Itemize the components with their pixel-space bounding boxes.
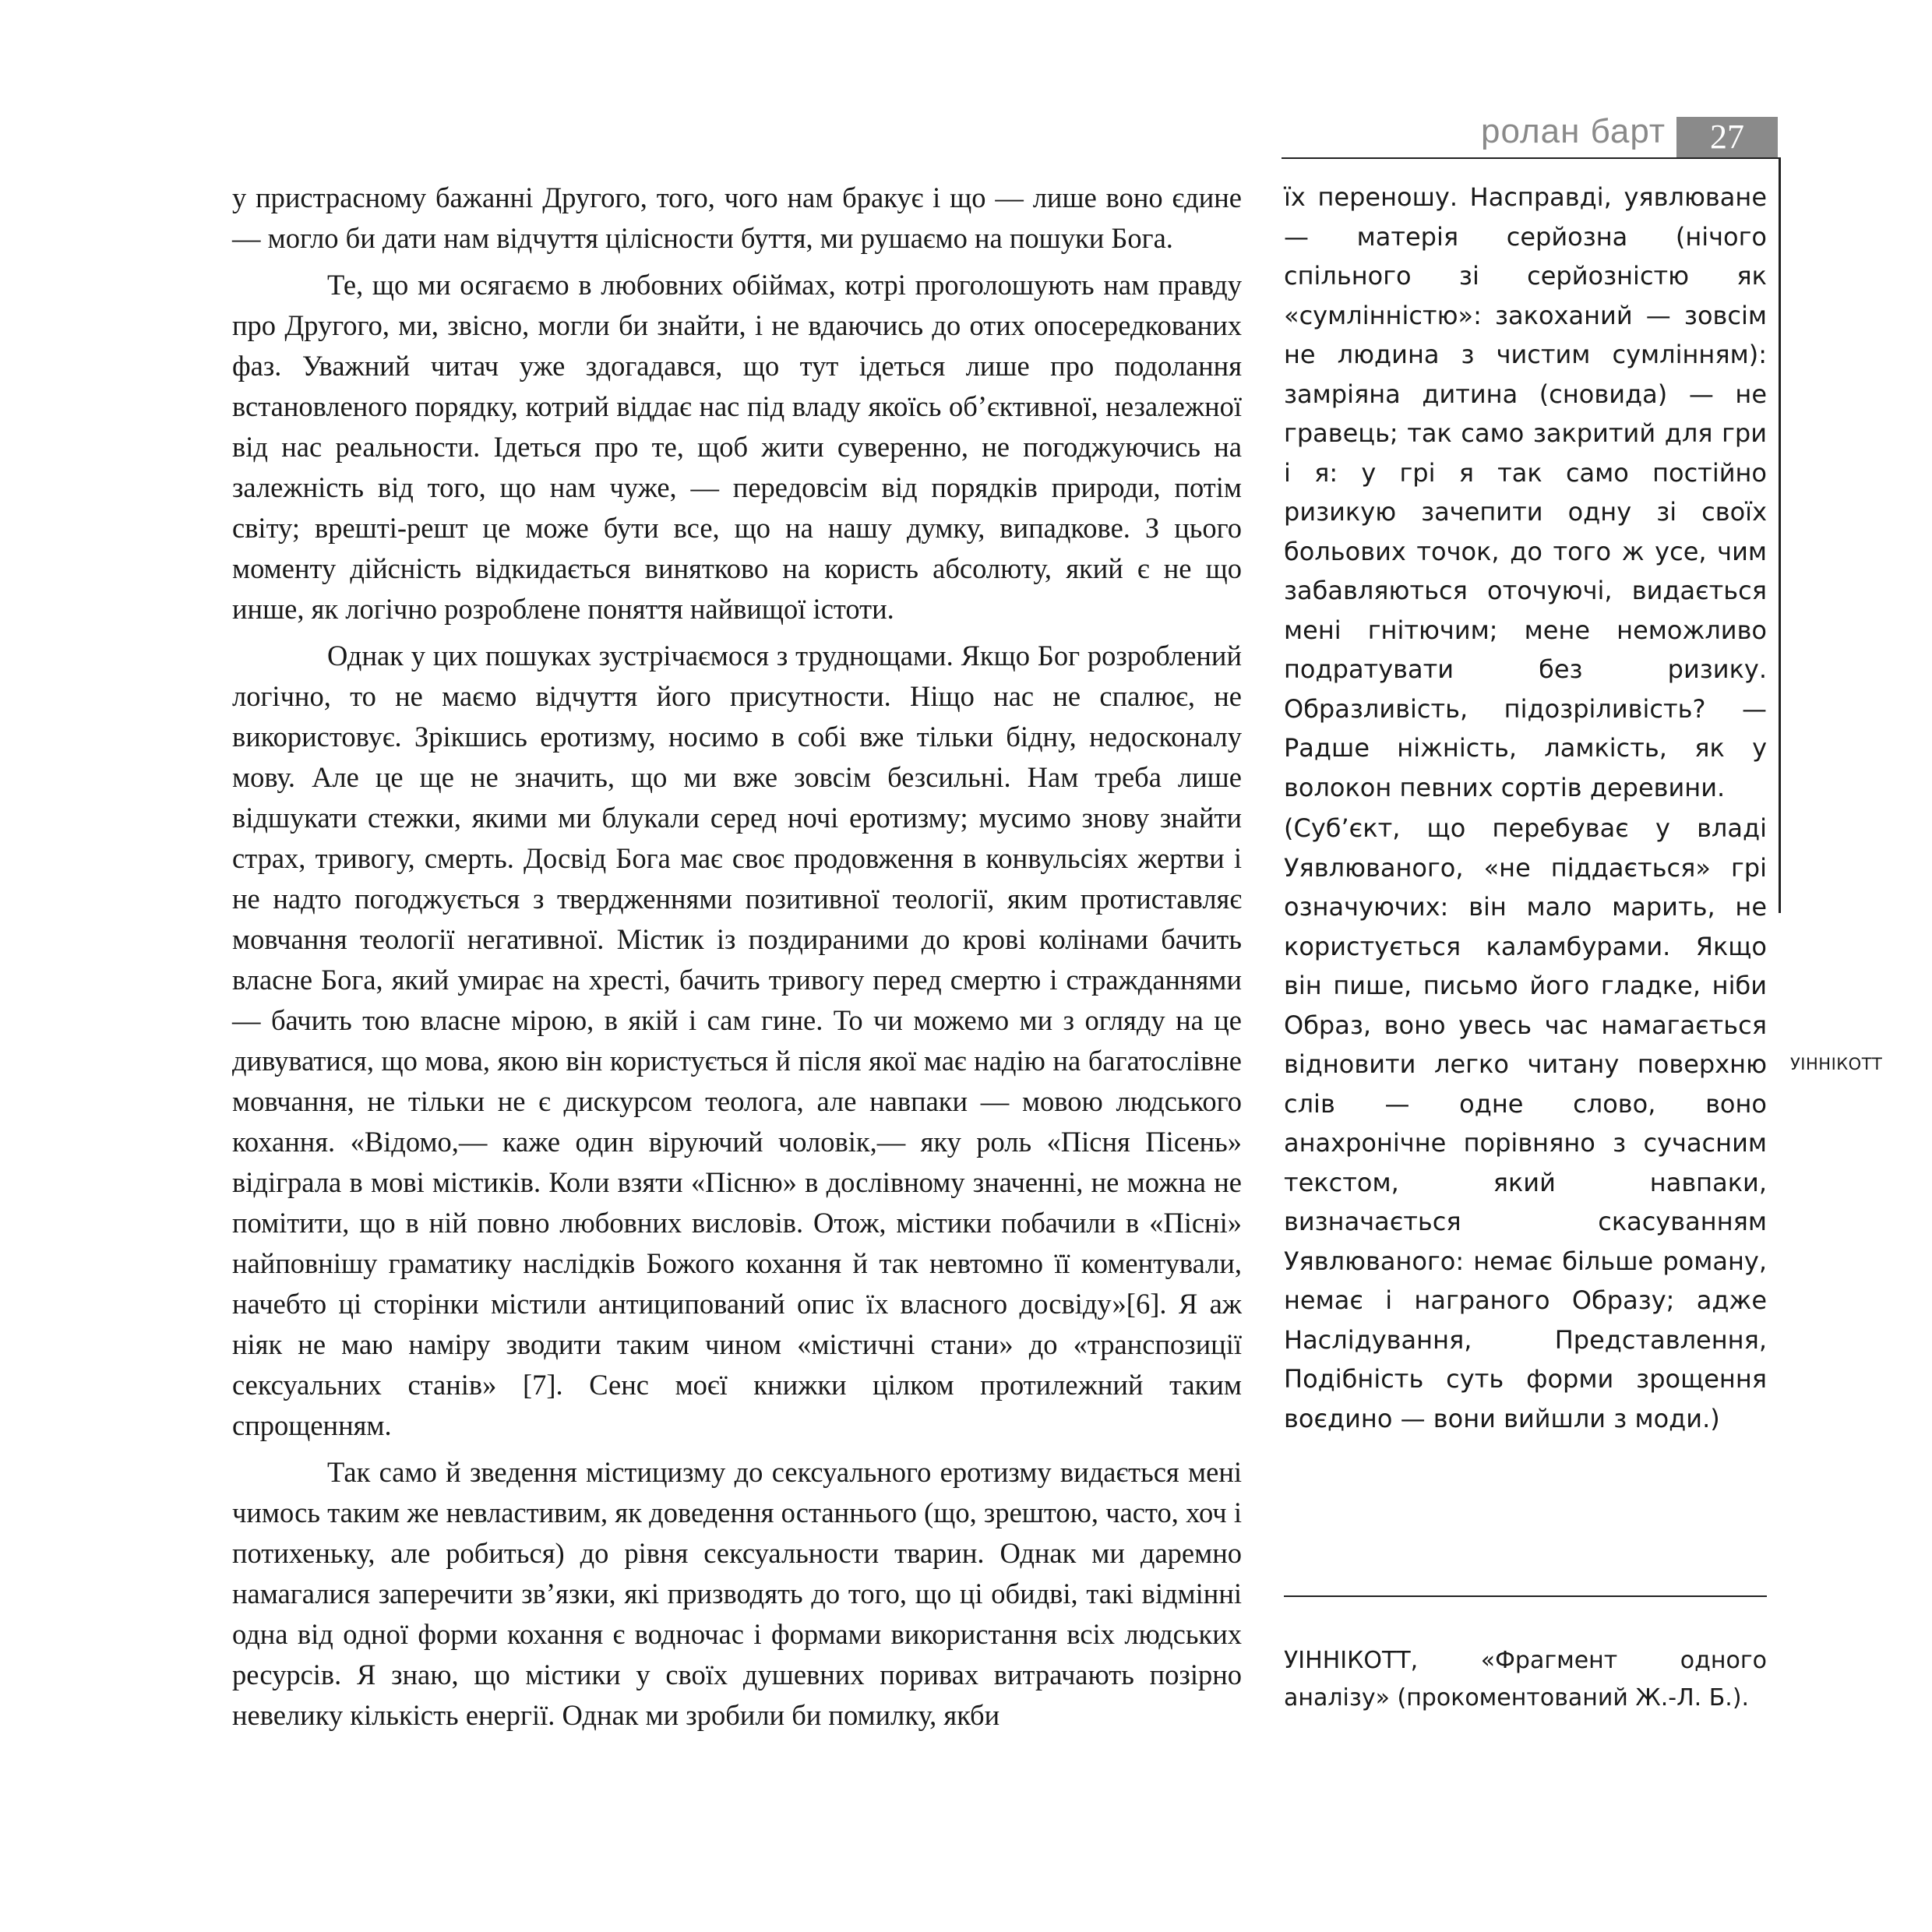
footnote: УІННІКОТТ, «Фрагмент одного аналізу» (прокоментований Ж.-Л. Б.).	[1284, 1647, 1767, 1712]
main-paragraph-4: Так само й зведення містицизму до сексуального еротизму видається мені чимось таким же невластивим, як доведення останнього (що, зрештою, часто, хоч і потихеньку, але робиться) до рівня сексуальности тварин. Однак ми даремно намагалися заперечити зв’язки, які призводять до того, що ці обидві, такі відмінні одна від одної форми кохання є водночас і формами використання всіх людських ресурсів. Я знаю, що містики у своїх душевних поривах витрачають позірно невелику кількість енергії. Однак ми зробили би помилку, якби	[232, 1456, 1242, 1731]
footnote-rule	[1284, 1595, 1767, 1597]
sidebar-text-column	[1284, 178, 1767, 1438]
margin-reference-tag: УІННІКОТТ	[1790, 1055, 1883, 1074]
sidebar-top-rule	[1282, 157, 1780, 159]
main-text-column	[232, 178, 1242, 1736]
page-number: 27	[1676, 117, 1778, 157]
running-title: ролан барт	[1481, 112, 1666, 150]
main-paragraph-3: Однак у цих пошуках зустрічаємося з труднощами. Якщо Бог розроблений логічно, то не маємо відчуття його присутности. Ніщо нас не спалює, не використовує. Зрікшись еротизму, носимо в собі вже тільки бідну, недосконалу мову. Але це ще не значить, що ми вже зовсім безсильні. Нам треба лише відшукати стежки, якими ми блукали серед ночі еротизму; мусимо знову знайти страх, тривогу, смерть. Досвід Бога має своє продовження в конвульсіях жертви і не надто погоджується з твердженнями позитивної теології, яким протиставляє мовчання теології негативної. Містик із поздираними до крові колінами бачить власне Бога, який умирає на хресті, бачить тривогу перед смертю і стражданнями — бачить тою власне мірою, в якій і сам гине. То чи можемо ми з огляду на це дивуватися, що мова, якою він користується й після якої має надію на багатослівне мовчання, не тільки не є дискурсом теолога, але навпаки — мовою людського кохання. «Відомо,— каже один віруючий чоловік,— яку роль «Пісня Пісень» відіграла в мові містиків. Коли взяти «Пісню» в дослівному значенні, не можна не помітити, що в ній повно любовних висловів. Отож, містики побачили в «Пісні» найповнішу граматику наслідків Божого кохання й так невтомно її коментували, начебто ці сторінки містили антиципований опис їх власного досвіду»[6]. Я аж ніяк не маю наміру зводити таким чином «містичні стани» до «транспозиції сексуальних станів» [7]. Сенс моєї книжки цілком протилежний таким спрощенням.	[232, 640, 1242, 1441]
sidebar-paragraph-2: (Суб’єкт, що перебуває у владі Уявлюваного, «не піддається» грі означуючих: він мало марить, не користується каламбурами. Якщо він пише, письмо його гладке, ніби Образ, воно увесь час намагається відновити легко читану поверхню слів — одне слово, воно анахронічне порівняно з сучасним текстом, який навпаки, визначається скасуванням Уявлюваного: немає більше роману, немає і награного Образу; адже Наслідування, Представлення, Подібність суть форми зрощення воєдино — вони вийшли з моди.)	[1284, 813, 1767, 1433]
sidebar-paragraph-1: їх переношу. Насправді, уявлюване — матерія серйозна (нічого спільного зі серйозністю як «сумлінністю»: закоханий — зовсім не людина з чистим сумлінням): замріяна дитина (сновида) — не гравець; так само закритий для гри і я: у грі я так само постійно ризикую зачепити одну зі своїх больових точок, до того ж усе, чим забавляються оточуючі, видається мені гнітючим; мене неможливо подратувати без ризику. Образливість, підозріливість? — Радше ніжність, ламкість, як у волокон певних сортів деревини.	[1284, 182, 1767, 802]
main-paragraph-1: у пристрасному бажанні Другого, того, чого нам бракує і що — лише воно єдине — могло би дати нам відчуття цілісности буття, ми рушаємо на пошуки Бога.	[232, 182, 1242, 254]
running-head	[1449, 112, 1776, 157]
main-paragraph-2: Те, що ми осягаємо в любовних обіймах, котрі проголошують нам правду про Другого, ми, звісно, могли би знайти, і не вдаючись до отих опосередкованих фаз. Уважний читач уже здогадався, що тут ідеться лише про подолання встановленого порядку, котрий віддає нас під владу якоїсь об’єктивної, незалежної від нас реальности. Ідеться про те, щоб жити суверенно, не погоджуючись на залежність від того, що нам чуже, — передовсім від порядків природи, потім світу; врешті-решт це може бути все, що на нашу думку, випадкове. З цього моменту дійсність відкидається винятково на користь абсолюту, який є не що инше, як логічно розроблене поняття найвищої істоти.	[232, 269, 1242, 625]
sidebar-right-rule	[1779, 157, 1781, 913]
